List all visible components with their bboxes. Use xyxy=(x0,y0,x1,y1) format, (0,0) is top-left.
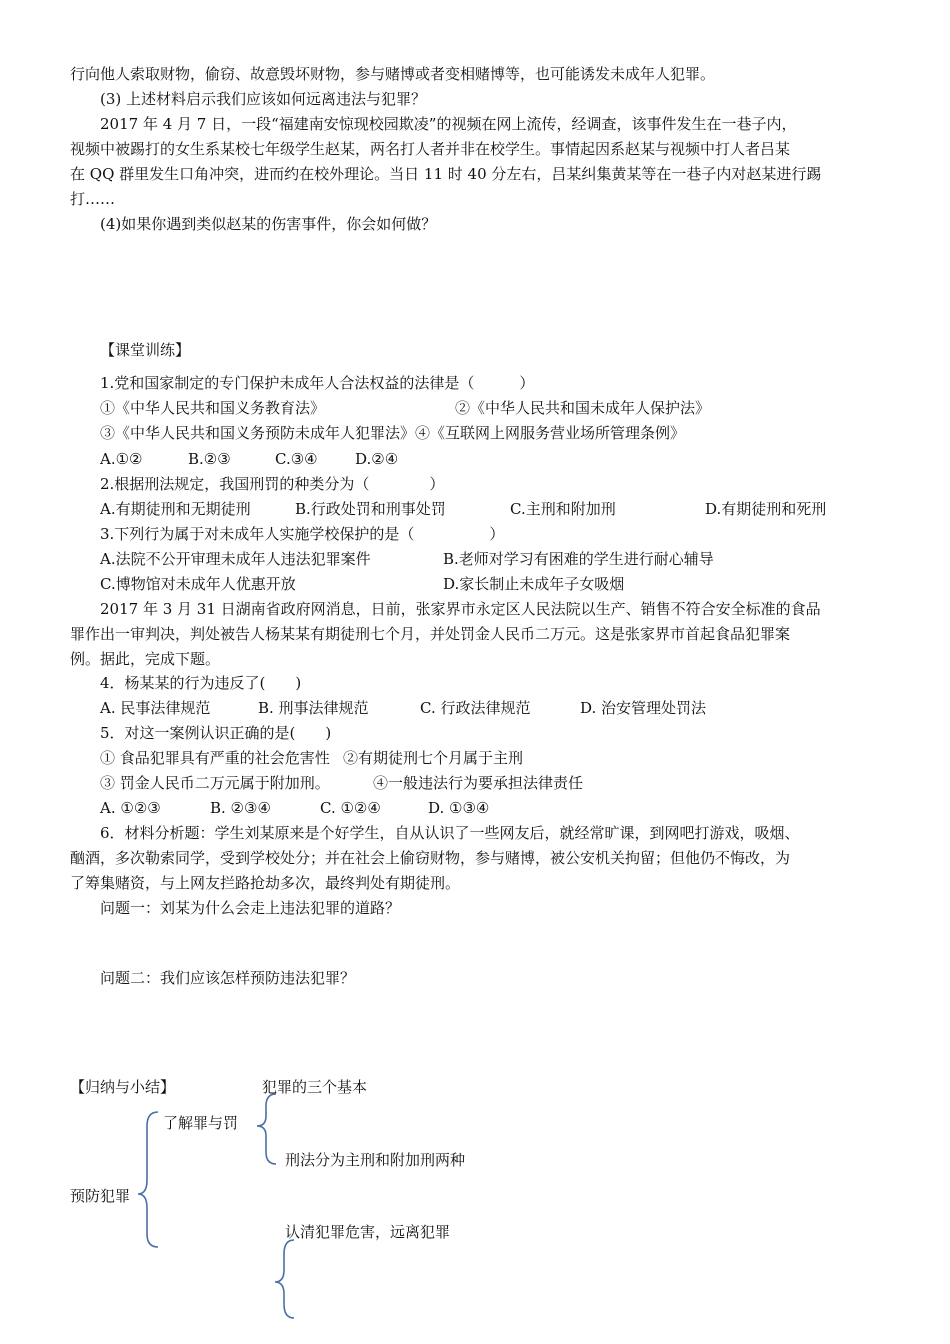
q6-line: 了筹集赌资，与上网友拦路抢劫多次，最终判处有期徒刑。 xyxy=(70,874,461,892)
case2-line: 2017 年 3 月 31 日湖南省政府网消息，日前，张家界市永定区人民法院以生产、销售不符合安全标准的食品 xyxy=(100,600,821,618)
summary-leaf: 犯罪的三个基本 xyxy=(262,1078,368,1096)
q5-statement: ④一般违法行为要承担法律责任 xyxy=(373,774,584,792)
branch2-brace xyxy=(275,1240,294,1318)
summary-branch: 了解罪与罚 xyxy=(163,1114,239,1132)
q2-choice-d: D.有期徒刑和死刑 xyxy=(705,500,827,518)
q5-choice-d: D. ①③④ xyxy=(428,799,490,817)
q3-stem: 3.下列行为属于对未成年人实施学校保护的是（ ） xyxy=(100,525,505,543)
q1-choice-a: A.①② xyxy=(100,450,143,468)
q1-option: ②《中华人民共和国未成年人保护法》 xyxy=(455,399,711,417)
question-3: (3) 上述材料启示我们应该如何远离违法与犯罪？ xyxy=(100,90,427,108)
q1-choice-c: C.③④ xyxy=(275,450,318,468)
case2-line: 罪作出一审判决，判处被告人杨某某有期徒刑七个月，并处罚金人民币二万元。这是张家界市首起食品犯罪案 xyxy=(70,625,791,643)
summary-leaf: 刑法分为主刑和附加刑两种 xyxy=(285,1151,466,1169)
q5-statement: ① 食品犯罪具有严重的社会危害性 xyxy=(100,749,330,767)
q5-statement: ②有期徒刑七个月属于主刑 xyxy=(343,749,524,767)
q5-choice-b: B. ②③④ xyxy=(210,799,271,817)
q3-choice-b: B.老师对学习有困难的学生进行耐心辅导 xyxy=(443,550,714,568)
case-line: 打…… xyxy=(70,190,116,208)
q1-option: ①《中华人民共和国义务教育法》 xyxy=(100,399,326,417)
summary-branch: 认清犯罪危害，远离犯罪 xyxy=(285,1223,451,1241)
q5-stem: 5．对这一案例认识正确的是( ) xyxy=(100,724,332,742)
summary-root: 预防犯罪 xyxy=(70,1187,131,1205)
training-heading: 【课堂训练】 xyxy=(100,341,191,359)
q1-choice-b: B.②③ xyxy=(188,450,231,468)
q5-choice-a: A. ①②③ xyxy=(100,799,161,817)
q4-choice-a: A. 民事法律规范 xyxy=(100,699,211,717)
q2-stem: 2.根据刑法规定，我国刑罚的种类分为（ ） xyxy=(100,475,445,493)
q2-choice-b: B.行政处罚和刑事处罚 xyxy=(295,500,446,518)
case2-line: 例。据此，完成下题。 xyxy=(70,650,221,668)
case-line: 视频中被踢打的女生系某校七年级学生赵某，两名打人者并非在校学生。事情起因系赵某与视频中打人者吕某 xyxy=(70,140,791,158)
q1-choice-d: D.②④ xyxy=(355,450,399,468)
q1-option: ③《中华人民共和国义务预防未成年人犯罪法》④《互联网上网服务营业场所管理条例》 xyxy=(100,424,686,442)
q6-question-2: 问题二：我们应该怎样预防违法犯罪？ xyxy=(100,969,356,987)
q3-choice-c: C.博物馆对未成年人优惠开放 xyxy=(100,575,296,593)
q2-choice-a: A.有期徒刑和无期徒刑 xyxy=(100,500,251,518)
intro-line: 行向他人索取财物，偷窃、故意毁坏财物，参与赌博或者变相赌博等，也可能诱发未成年人犯罪。 xyxy=(70,65,716,83)
q5-choice-c: C. ①②④ xyxy=(320,799,381,817)
root-brace xyxy=(138,1112,158,1247)
q3-choice-a: A.法院不公开审理未成年人违法犯罪案件 xyxy=(100,550,371,568)
q6-line: 6．材料分析题：学生刘某原来是个好学生，自从认识了一些网友后，就经常旷课，到网吧打游戏，吸烟、 xyxy=(100,824,800,842)
question-4: (4)如果你遇到类似赵某的伤害事件，你会如何做？ xyxy=(100,215,437,233)
case-line: 在 QQ 群里发生口角冲突，进而约在校外理论。当日 11 时 40 分左右，吕某纠集黄某等在一巷子内对赵某进行踢 xyxy=(70,165,822,183)
q2-choice-c: C.主刑和附加刑 xyxy=(510,500,616,518)
summary-heading: 【归纳与小结】 xyxy=(70,1078,176,1096)
q5-statement: ③ 罚金人民币二万元属于附加刑。 xyxy=(100,774,330,792)
q6-question-1: 问题一：刘某为什么会走上违法犯罪的道路？ xyxy=(100,899,401,917)
q4-stem: 4．杨某某的行为违反了( ) xyxy=(100,674,302,692)
q4-choice-b: B. 刑事法律规范 xyxy=(258,699,369,717)
branch1-brace xyxy=(257,1094,276,1164)
q6-line: 酗酒，多次勒索同学，受到学校处分；并在社会上偷窃财物，参与赌博，被公安机关拘留；但他仍不悔改，为 xyxy=(70,849,791,867)
q3-choice-d: D.家长制止未成年子女吸烟 xyxy=(443,575,625,593)
q4-choice-c: C. 行政法律规范 xyxy=(420,699,531,717)
case-line: 2017 年 4 月 7 日，一段“福建南安惊现校园欺凌”的视频在网上流传，经调查，该事件发生在一巷子内， xyxy=(100,115,797,133)
q1-stem: 1.党和国家制定的专门保护未成年人合法权益的法律是（ ） xyxy=(100,374,535,392)
q4-choice-d: D. 治安管理处罚法 xyxy=(580,699,707,717)
